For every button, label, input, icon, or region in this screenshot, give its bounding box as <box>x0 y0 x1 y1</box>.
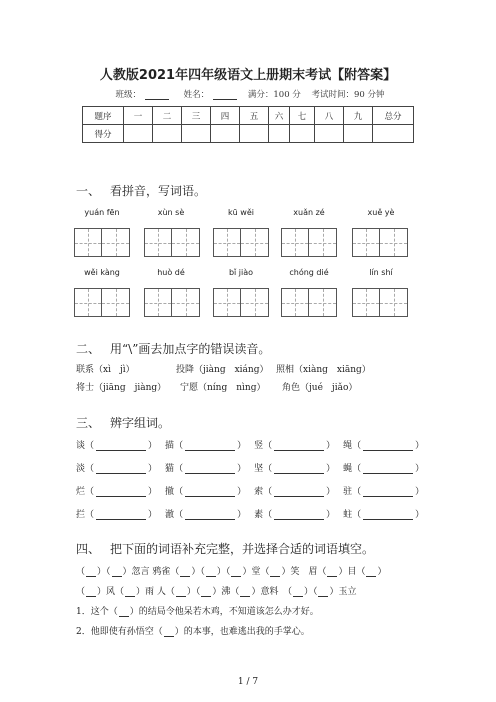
writing-grid[interactable] <box>281 228 337 257</box>
writing-grid[interactable] <box>144 288 200 317</box>
page-number: 1 / 7 <box>237 677 259 687</box>
pinyin-label: bǐ jiào <box>228 268 254 277</box>
pronunciation-line-1: 联系（xì jì） 投降（jiàng xiáng） 照相（xiàng xiāng） <box>76 365 371 375</box>
writing-grid[interactable] <box>281 288 337 317</box>
pronunciation-line-2: 将士（jiāng jiàng） 宁愿（níng nìng） 角色（jué jiǎo） <box>76 383 358 393</box>
exam-info <box>0 88 496 100</box>
writing-grid[interactable] <box>144 228 200 257</box>
section-4-heading: 四、 把下面的词语补充完整，并选择合适的词语填空。 <box>76 542 375 556</box>
writing-grid[interactable] <box>213 228 269 257</box>
pinyin-label: xùn sè <box>157 208 185 217</box>
pinyin-label: chóng dié <box>289 268 329 277</box>
pinyin-label: xuě yè <box>367 208 395 217</box>
question-2: 2．他即使有孙悟空（ ）的本事，也难逃出我的手掌心。 <box>76 627 310 637</box>
pinyin-label: yuán fēn <box>84 208 120 217</box>
pinyin-label: huò dé <box>157 268 185 277</box>
section-2-heading: 二、 用“\”画去加点字的错误读音。 <box>76 342 271 356</box>
writing-grid[interactable] <box>352 288 408 317</box>
section-3-heading: 三、 辨字组词。 <box>76 416 171 430</box>
pinyin-label: lín shí <box>369 268 393 277</box>
name-field: 姓名： <box>180 90 238 100</box>
writing-grid[interactable] <box>352 228 408 257</box>
word-group-row: 淡（ ） 猫（ ） 坚（ ） 蝇（ ） <box>76 464 425 474</box>
idiom-line-2: （ ）风（ ）雨 人（ ）（ ）沸（ ）意料 （ ）（ ）玉立 <box>76 587 357 597</box>
page-title: 人教版2021年四年级语文上册期末考试【附答案】 <box>99 68 397 83</box>
full-score: 满分：100 分 <box>247 90 301 100</box>
pinyin-label: wěi kàng <box>84 268 120 277</box>
score-table <box>82 106 414 143</box>
writing-grid[interactable] <box>74 288 130 317</box>
idiom-line-1: （ ）（ ）忽言 鸦雀（ ）（ ）（ ）堂（ ）笑 眉（ ）目（ ） <box>76 567 387 577</box>
exam-time: 考试时间：90 分钟 <box>311 90 385 100</box>
pinyin-label: kū wěi <box>228 208 254 217</box>
score-table-score-row: 得分 <box>83 125 414 143</box>
writing-grid[interactable] <box>213 288 269 317</box>
section-1-heading: 一、 看拼音，写词语。 <box>76 184 207 198</box>
writing-grid[interactable] <box>74 228 130 257</box>
pinyin-label: xuǎn zé <box>293 208 325 217</box>
word-group-row: 谈（ ） 描（ ） 竖（ ） 绳（ ） <box>76 441 425 451</box>
score-table-header-row: 题序 一 二 三 四 五 六 七 八 九 总分 <box>83 107 414 125</box>
class-field: 班级： <box>111 90 169 100</box>
question-1: 1．这个（ ）的结局令他呆若木鸡，不知道该怎么办才好。 <box>76 607 319 617</box>
word-group-row: 烂（ ） 撤（ ） 索（ ） 驻（ ） <box>76 487 425 497</box>
word-group-row: 拦（ ） 澈（ ） 素（ ） 蛀（ ） <box>76 510 425 520</box>
